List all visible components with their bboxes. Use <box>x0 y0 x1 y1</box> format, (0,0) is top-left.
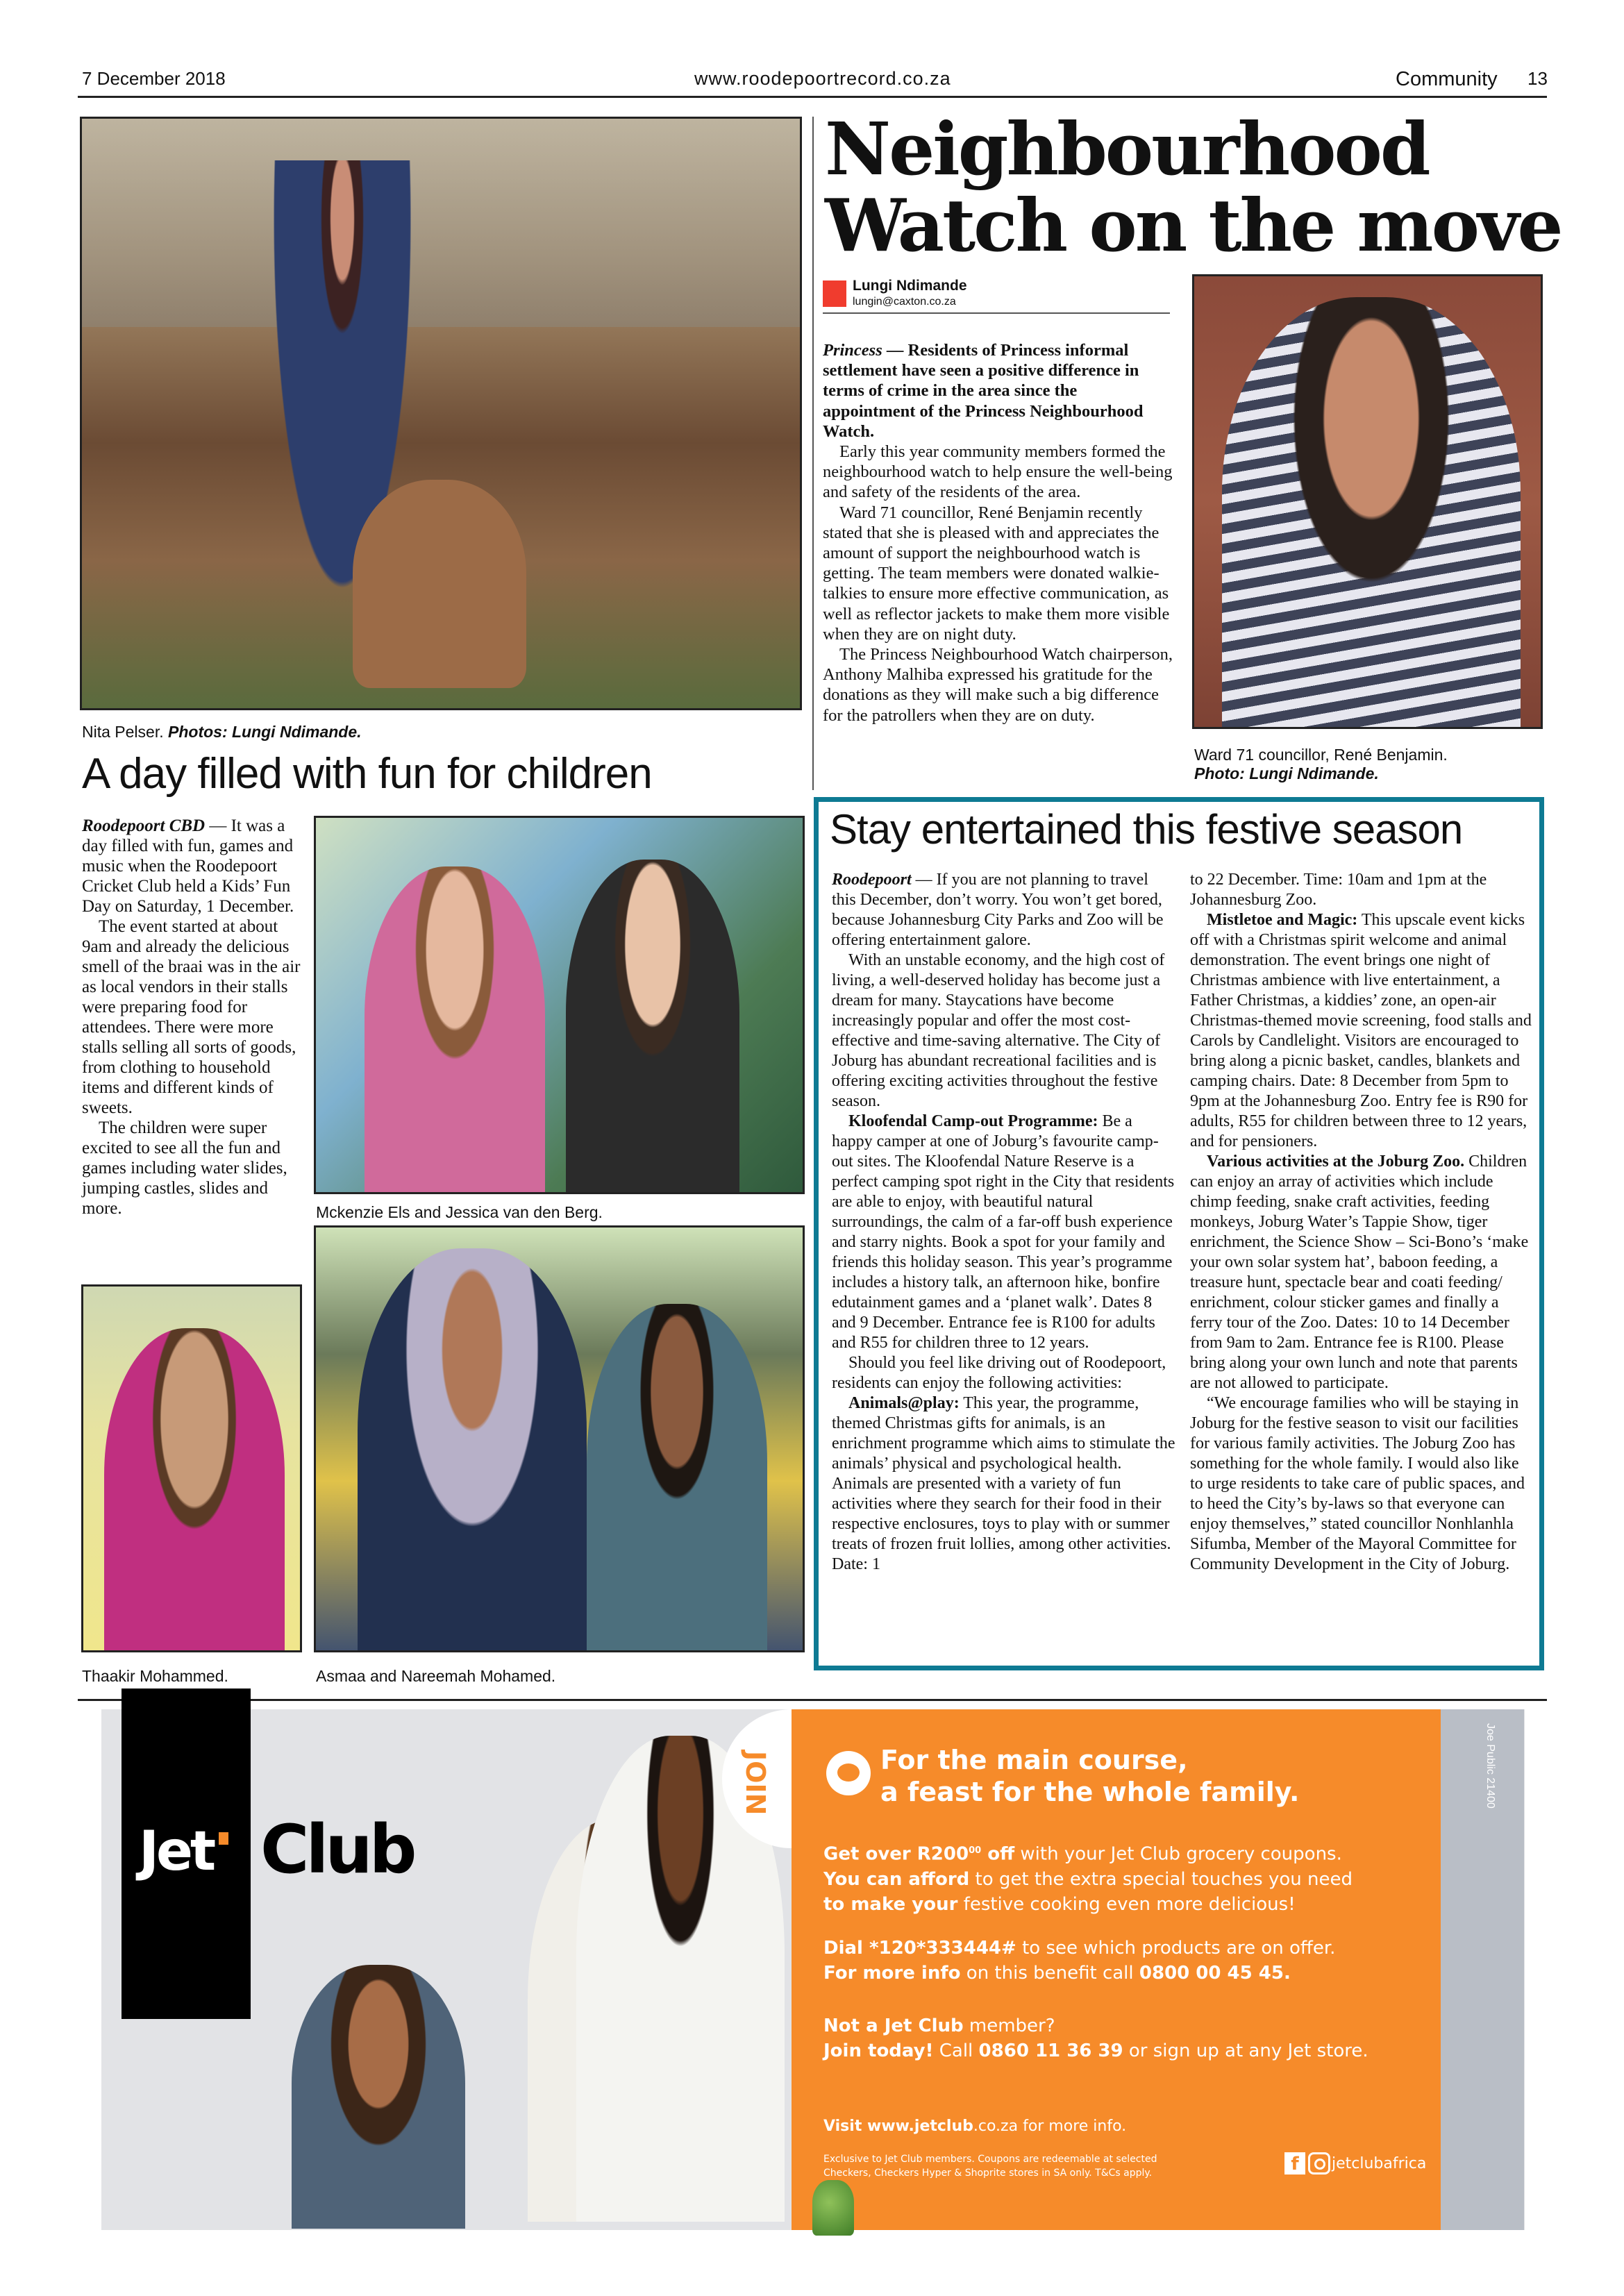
festive-headline: Stay entertained this festive season <box>830 806 1463 853</box>
subhead-joburg-zoo: Various activities at the Joburg Zoo. <box>1207 1153 1465 1171</box>
ad-offer-text: Get over $R200^{00}$ off with your Jet Club grocery coupons. You can afford to get the extra special touches you need to make your festive cooking even more delicious! <box>823 1843 1353 1915</box>
column-divider <box>812 117 814 790</box>
photo-caption: Mckenzie Els and Jessica van den Berg. <box>316 1203 603 1221</box>
kids-headline: A day filled with fun for children <box>82 750 652 798</box>
join-phone-number[interactable]: 0860 11 36 39 <box>978 2041 1123 2061</box>
child-right <box>566 860 739 1194</box>
ad-join-text: Not a Jet Club member? Join today! Call 0860 11 36 39 or sign up at any Jet store. <box>823 2016 1368 2061</box>
join-label: JOIN <box>740 1751 771 1816</box>
vegetable-garnish <box>812 2180 854 2236</box>
ad-visit-link[interactable]: Visit www.jetclub.co.za for more info. <box>823 2118 1127 2135</box>
photo-mckenzie-jessica <box>314 816 805 1194</box>
girl-figure <box>587 1304 767 1652</box>
subhead-kloofendal: Kloofendal Camp-out Programme: <box>848 1112 1098 1130</box>
tent-canopy <box>82 119 802 327</box>
kids-article-body: Roodepoort CBD — It was a day filled with fun, games and music when the Roodepoort Cricket Club held a Kids’ Fun Day on Saturday, 1 December. The event started at about 9am and already the delicious smell of the braai was in the air as local vendors in their stalls were preparing food for attendees. There were more stalls selling all sorts of goods, from clothing to household items and different kinds of sweets. The children were super excited to see all the fun and games including water slides, jumping castles, slides and more. <box>82 816 301 1218</box>
jet-logo-block <box>122 1689 251 2019</box>
festive-column-1: Roodepoort — If you are not planning to travel this December, don’t worry. You won’t get bored, because Johannesburg City Parks and Zoo will be offering entertainment galore. With an unstable economy, and the high cost of living, a well-deserved holiday has become just a dream for many. Staycations have become increasingly popular and offer the most cost-effective and time-saving alternative. The City of Joburg has abundant recreational facilities and is offering exciting activities throughout the festive season. Kloofendal Camp-out Programme: Be a happy camper at one of Joburg’s favourite camp-out sites. The Kloofendal Nature Reserve is a perfect camping spot right in the City that residents are able to enjoy, with beautiful natural surroundings, the calm of a far-off bush experience and starry nights. Book a spot for your family and friends this holiday season. This year’s programme includes a history talk, an afternoon hike, bonfire edutainment games and a ‘planet walk’. Dates 8 and 9 December. Entrance fee is R100 for adults and R55 for children three to 12 years. Should you feel like driving out of Roodepoort, residents can enjoy the following activities: Animals@play: This year, the programme, themed Christmas gifts for animals, is an enrichment programme which aims to stimulate the animals’ physical and psychological health. Animals are presented with a variety of fun activities where they search for their food in their respective enclosures, toys to play with or summer treats of frozen fruit lollies, among other activities. Date: 1 <box>832 871 1175 1573</box>
byline-rule <box>823 312 1170 314</box>
dateline: Roodepoort CBD <box>82 816 206 835</box>
ad-separator-rule <box>78 1699 1547 1701</box>
ad-fine-print: Exclusive to Jet Club members. Coupons are redeemable at selected Checkers, Checkers Hyper & Shoprite stores in SA only. T&Cs apply. <box>823 2154 1157 2179</box>
photo-caption <box>82 722 362 741</box>
photo-nita-pelser <box>80 117 802 710</box>
photo-credit: Photo: Lungi Ndimande. <box>1194 764 1379 782</box>
info-phone-number[interactable]: 0800 00 45 45. <box>1139 1963 1291 1984</box>
header-rule <box>78 96 1547 98</box>
ussd-code[interactable]: Dial *120*333444# <box>823 1938 1016 1959</box>
photo-caption: Thaakir Mohammed. <box>82 1667 228 1685</box>
ad-headline: For the main course, a feast for the whole family. <box>880 1745 1300 1807</box>
ad-person-girl <box>549 2013 708 2229</box>
page-number: 13 <box>1527 68 1548 89</box>
sculpture-bust <box>353 480 526 688</box>
watch-article-body: Princess — Residents of Princess informal settlement have seen a positive difference in terms of crime in the area since the appointment of the Princess Neighbourhood Watch. Early this year community members formed the neighbourhood watch to help ensure the well-being and safety of the residents of the area. Ward 71 councillor, René Benjamin recently stated that she is pleased with and appreciates the amount of support the neighbourhood watch is getting. The team members were donated walkie-talkies to ensure more effective communication, as well as reflector jackets to make them more visible when they are on night duty. The Princess Neighbourhood Watch chairperson, Anthony Malhiba expressed his gratitude for the donations as they will make such a big difference for the patrollers when they are on duty. <box>823 341 1173 725</box>
photo-thaakir <box>81 1284 302 1652</box>
brand-jet: Jet <box>139 1820 214 1883</box>
ad-person-boy <box>292 1965 465 2229</box>
subhead-animals-play: Animals@play: <box>848 1394 960 1412</box>
woman-figure <box>358 1248 587 1652</box>
subhead-mistletoe: Mistletoe and Magic: <box>1207 911 1358 929</box>
facebook-icon[interactable]: f <box>1284 2152 1305 2175</box>
author-name: Lungi Ndimande <box>853 278 967 294</box>
festive-column-2: to 22 December. Time: 10am and 1pm at the Johannesburg Zoo. Mistletoe and Magic: This upscale event kicks off with a Christmas spirit welcome and animal demonstration. The event brings one night of Christmas ambience with live entertainment, a Father Christmas, a kiddies’ zone, an open-air Christmas-themed movie screening, food stalls and Carols by Candlelight. Visitors are encouraged to bring along a picnic basket, candles, blankets and camping chairs. Date: 8 December from 5pm to 9pm at the Johannesburg Zoo. Entry fee is R90 for adults, R55 for children between three to 12 years, and for pensioners. Various activities at the Joburg Zoo. Children can enjoy an array of activities which include chimp feeding, snake craft activities, feeding monkeys, Joburg Water’s Tappie Show, tiger enrichment, the Science Show – Sci-Bono’s ‘make your own solar system hat’, baboon feeding, a treasure hunt, spectacle bear and coati feeding/ enrichment, colour sticker games and finally a ferry tour of the Zoo. Dates: 10 to 14 December from 9am to 2am. Entrance fee is R100. Please bring along your own lunch and note that parents are not allowed to participate. “We encourage families who will be staying in Joburg for the festive season to visit our facilities for various family activities. The Joburg Zoo has something for the whole family. I would also like to urge residents to take care of public spaces, and to heed the City’s by-laws so that everyone can enjoy themselves,” stated councillor Nonhlanhla Sifumba, Member of the Mayoral Committee for Community Development in the City of Joburg. <box>1190 871 1532 1573</box>
watch-headline: Neighbourhood Watch on the move <box>825 106 1562 268</box>
agency-credit: Joe Public 21400 <box>1484 1723 1496 1809</box>
ad-grey-strip <box>1441 1709 1524 2230</box>
author-marker <box>823 280 846 307</box>
ad-dial-text: Dial *120*333444# to see which products are on offer. For more info on this benefit call 0800 00 45 45. <box>823 1938 1336 1984</box>
photo-caption: Asmaa and Nareemah Mohamed. <box>316 1667 556 1685</box>
photo-credit: Photos: Lungi Ndimande. <box>168 723 362 741</box>
piggy-bank-icon <box>826 1751 871 1795</box>
photo-caption: Ward 71 councillor, René Benjamin. <box>1194 746 1448 764</box>
social-handle[interactable]: jetclubafrica <box>1332 2155 1427 2172</box>
dateline: Roodepoort <box>832 871 912 889</box>
caption-name: Nita Pelser. <box>82 723 164 741</box>
brand-club: Club <box>260 1811 414 1888</box>
dateline: Princess <box>823 341 882 360</box>
child-left <box>365 866 545 1194</box>
photo-asmaa-nareemah <box>314 1225 805 1652</box>
site-url[interactable]: www.roodepoortrecord.co.za <box>694 68 951 89</box>
section-name: Community <box>1396 68 1498 90</box>
councillor-figure <box>1222 297 1521 729</box>
photo-rene-benjamin <box>1192 274 1543 729</box>
child-figure <box>104 1328 285 1652</box>
logo-orange-dot <box>219 1832 228 1845</box>
author-email[interactable]: lungin@caxton.co.za <box>853 296 956 308</box>
instagram-icon[interactable] <box>1308 2152 1330 2175</box>
issue-date: 7 December 2018 <box>82 68 226 89</box>
